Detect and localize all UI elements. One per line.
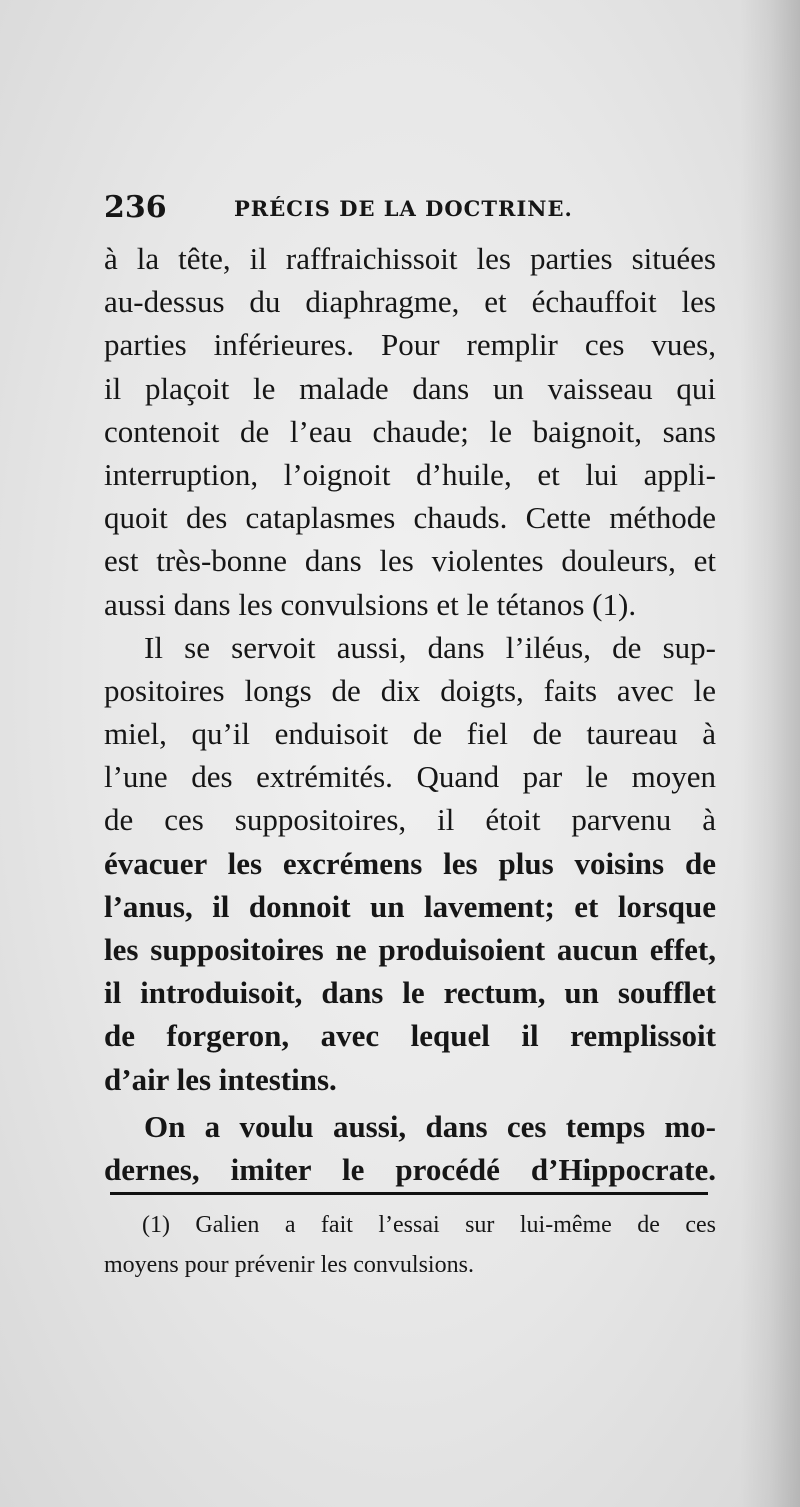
footnote-rule <box>110 1192 708 1195</box>
body-text <box>104 237 716 1191</box>
text-line: On a voulu aussi, dans ces temps mo- <box>144 1108 716 1144</box>
text-line: d’air les intestins. <box>104 1061 337 1097</box>
text-line: au-dessus du diaphragme, et échauffoit les <box>104 284 716 320</box>
text-line: Il se servoit aussi, dans l’iléus, de sup- <box>144 629 716 665</box>
text-line: évacuer les excrémens les plus voisins de <box>104 845 716 881</box>
text-line: positoires longs de dix doigts, faits avec le <box>104 672 716 708</box>
footnote <box>104 1205 716 1285</box>
text-line: de forgeron, avec lequel il remplissoit <box>104 1018 716 1054</box>
paragraph-3 <box>104 1105 716 1191</box>
page-header <box>104 188 724 228</box>
footnote-line: moyens pour prévenir les convulsions. <box>104 1252 474 1278</box>
text-line: l’anus, il donnoit un lavement; et lorsque <box>104 888 716 924</box>
footnote-line: (1) Galien a fait l’essai sur lui-même de ces <box>142 1212 716 1238</box>
text-line: parties inférieures. Pour remplir ces vues, <box>104 327 716 363</box>
text-line: il plaçoit le malade dans un vaisseau qui <box>104 370 716 406</box>
text-line: à la tête, il raffraichissoit les parties situées <box>104 241 716 276</box>
text-line: les suppositoires ne produisoient aucun effet, <box>104 932 716 967</box>
page-number: 236 <box>104 190 167 225</box>
text-line: interruption, l’oignoit d’huile, et lui appli- <box>104 456 716 492</box>
text-line: quoit des cataplasmes chauds. Cette méthode <box>104 500 716 536</box>
text-line: aussi dans les convulsions et le tétanos (1). <box>104 586 637 622</box>
text-line: est très-bonne dans les violentes douleurs, et <box>104 543 716 579</box>
paragraph-1 <box>104 237 716 626</box>
text-line: miel, qu’il enduisoit de fiel de taureau à <box>104 716 716 752</box>
text-line: contenoit de l’eau chaude; le baignoit, sans <box>104 413 716 449</box>
text-line: l’une des extrémités. Quand par le moyen <box>104 759 716 795</box>
paragraph-2 <box>104 626 716 1101</box>
text-line: dernes, imiter le procédé d’Hippocrate. <box>104 1151 716 1187</box>
text-line: il introduisoit, dans le rectum, un soufflet <box>104 975 716 1011</box>
text-line: de ces suppositoires, il étoit parvenu à <box>104 802 716 838</box>
running-head: PRÉCIS DE LA DOCTRINE. <box>234 196 573 221</box>
page-edge-shadow <box>740 0 800 1507</box>
